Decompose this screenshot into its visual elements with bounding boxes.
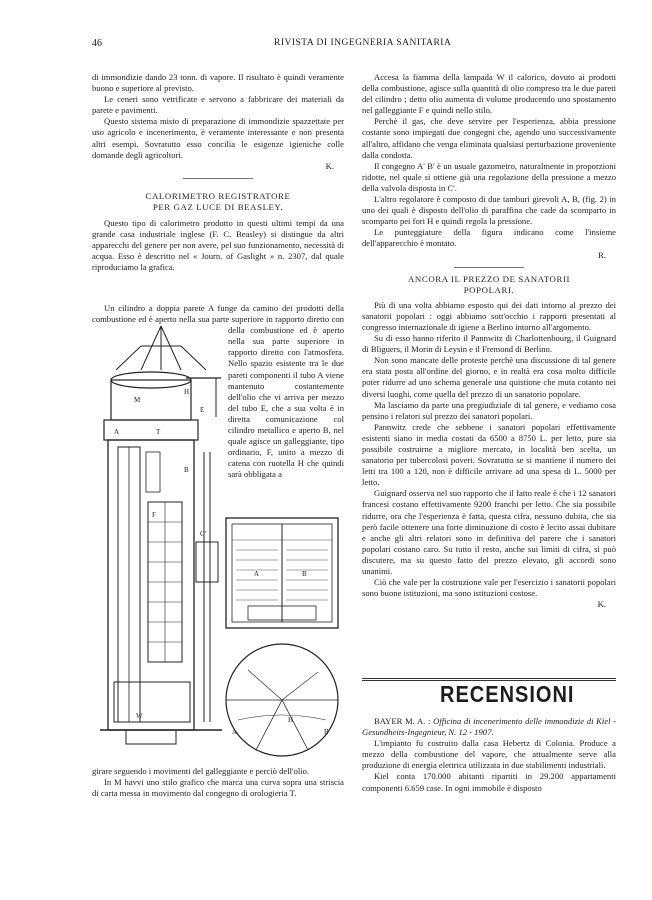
review-citation xyxy=(362,716,616,738)
figure-label: B xyxy=(184,466,189,474)
figure-label: H xyxy=(288,716,294,724)
figure-label: B xyxy=(324,728,329,736)
paragraph: Questo sistema misto di preparazione di immondizie spazzettate per uso agricolo e incenerimento, è veramente interessante e non presenta altri esempi. Sovratutto esso concilia le esigenze igieniche colle domande degli agricoltori. xyxy=(92,116,344,160)
figure-label: T xyxy=(156,428,161,436)
paragraph: Il congegno A' B' è un usuale gazometro, naturalmente in proporzioni ridotte, nel quale si ottiene già una regolazione della pressione a mezzo della valvola disposta in C'. xyxy=(362,160,616,193)
figure-label: A xyxy=(232,728,238,736)
figure-label: F xyxy=(152,511,156,519)
review-author: BAYER M. A. : xyxy=(374,716,431,726)
divider xyxy=(183,178,253,179)
paragraph: Più di una volta abbiamo esposto qui dei dati intorno al prezzo dei sanatorii popolari : oggi abbiamo sott'occhio i rapporti presentati al congresso internazionale di igiene a Berlino intorno all'argomento. xyxy=(362,299,616,332)
paragraph: Ma lasciamo da parte una pregiudiziale di tal genere, e vediamo cosa pensino i relatori sul prezzo dei sanatori popolari. xyxy=(362,399,616,421)
paragraph: L'impianto fu costruito dalla casa Hebertz di Colonia. Produce a mezzo della combustione del vapore, che attualmente serve alla produzione di energia elettrica utilizzata in due stabilimenti industriali. xyxy=(362,738,616,771)
paragraph: Questo tipo di calorimetro prodotto in questi ultimi tempi da una grande casa industriale inglese (F. C. Beasley) si distingue da altri apparecchi del genere per non avere, pel suo funzionamento, necessità di acqua. Esso è descritto nel « Journ. of Gaslight » n. 2307, dal quale riproduciamo la grafica. xyxy=(92,218,344,273)
section-heading: RECENSIONI xyxy=(440,682,575,708)
article-title-line: POPOLARI. xyxy=(463,284,515,295)
figure-label: C' xyxy=(200,530,206,538)
page-number: 46 xyxy=(92,38,102,49)
right-column-review xyxy=(362,716,616,794)
right-column-top xyxy=(362,72,616,610)
signature: R. xyxy=(598,249,606,260)
left-column-top xyxy=(92,72,344,274)
figure-label: E xyxy=(200,406,205,414)
regulator-figure xyxy=(218,510,346,760)
paragraph: L'altro regolatore è composto di due tamburi girevoli A, B, (fig. 2) in uno dei quali è disposto dell'olio di paraffina che cade da scomparto in scomparto pei fori H e quindi regola la pressione. xyxy=(362,194,616,227)
section-rule xyxy=(362,678,616,681)
figure-label: M xyxy=(134,396,141,404)
signature: K. xyxy=(597,599,606,610)
paragraph: In M havvi uno stilo grafico che marca una curva sopra una striscia di carta messa in movimento dal congegno di orologieria T. xyxy=(92,777,344,799)
article-title-line: CALORIMETRO REGISTRATORE xyxy=(145,190,291,201)
figure-label: W xyxy=(136,712,143,720)
paragraph: Le punteggiature della figura indicano come l'insieme dell'apparecchio è montato. xyxy=(362,227,616,249)
divider xyxy=(454,267,524,268)
paragraph: Accesa la fiamma della lampada W il calorico, dovuto ai prodotti della combustione, agisce sulla quantità di olio compreso tra le due pareti del cilindro ; detto olio aumenta di volume producendo uno spostamento nel galleggiante F e quindi nello stilo. xyxy=(362,72,616,116)
paragraph-wrap: della combustione ed è aperto nella sua parte superiore in rapporto diretto con l'atmosfera. Nello spazio esistente tra le due pareti componenti il tubo A viene mantenuto costantemente dell'olio che vi arriva per mezzo del tubo E, che a sua volta è in diretta comunicazione col cilindro metallico e aperto B, nel quale agisce un galleggiante, tipo ordinario, F, unito a mezzo di catena con ruotella H che quindi sarà obbligata a xyxy=(228,325,344,480)
figure-label: H xyxy=(184,388,190,396)
journal-title: RIVISTA DI INGEGNERIA SANITARIA xyxy=(274,38,452,48)
paragraph: Pannwitz crede che sebbene i sanatori popolari effettivamente esistenti siano in media costati da 6500 a 8750 L. per letto, pure sia possibile costruirne a migliore mercato, in località ben scelta, un sanatorio per tubercolosi poveri. Sovratutto se si mantiene il numero dei letti tra 100 a 120, non è difficile arrivare ad una spesa di L. 5000 per letto. xyxy=(362,421,616,488)
article-title-line: PER GAZ LUCE DI BEASLEY. xyxy=(152,201,284,212)
paragraph: Ciò che vale per la costruzione vale per l'esercizio i sanatorii popolari sono buone istituzioni, ma sono istituzioni costose. xyxy=(362,577,616,599)
paragraph: Kiel conta 170.000 abitanti ripartiti in 29.200 appartamenti componenti 6.659 case. In ogni immobile è disposto xyxy=(362,771,616,793)
review-title: Officina di incenerimento delle immondizie di Kiel - Gesundheits-Ingegnieur, N. 12 - 1907. xyxy=(362,716,616,738)
paragraph: Su di esso hanno riferito il Pannwitz di Charlottenbourg, il Guignard di Bliguers, il Morin di Leysin e il Fremond di Berlino. xyxy=(362,333,616,355)
figure-label: B xyxy=(302,570,307,578)
figure-label: A xyxy=(114,428,120,436)
article-title-line: ANCORA IL PREZZO DE SANATORII xyxy=(407,273,571,284)
paragraph: Perchè il gas, che deve servire per l'esperienza, abbia pressione costante sono impiegati due congegni che, agendo uno successivamente all'altro, affidano che venga eliminata qualsiasi perturbazione proveniente dalla condotta. xyxy=(362,116,616,160)
left-column-bottom xyxy=(92,766,344,799)
paragraph: Le ceneri sono vetrificate e servono a fabbricare dei materiali da parete e pavimenti. xyxy=(92,94,344,116)
paragraph: di immondizie dando 23 tonn. di vapore. Il risultato è quindi veramente buono e superiore al previsto. xyxy=(92,72,344,94)
paragraph: Guignard osserva nel suo rapporto che il fatto reale è che i 12 sanatori francesi costano effettivamente 9200 franchi per letto. Che sia possibile ridurre, ora che l'esperienza è fatta, questa cifra, nessuno dubita, che sia però facile ottenere una forte diminuzione di costo è lecito assai dubitare e anche gli altri relatori sono in definitiva del parere che i sanatori popolari costano caro. Su tutto il resto, anche sui limiti di cifra, si può discutere, ma su questo fatto del prezzo elevato, gli accordi sono unanimi. xyxy=(362,488,616,577)
figure-label: A xyxy=(254,570,260,578)
signature: K. xyxy=(325,160,334,171)
paragraph: Non sono mancate delle proteste perchè una discussione di tal genere era stata posta all'ordine del giorno, e in realtà era cosa molto difficile poter ridurre ad uno schema generale una quistione che muta cotanto nei diversi luoghi, come quella del prezzo di un sanatorio popolare. xyxy=(362,355,616,399)
paragraph: girare seguendo i movimenti del galleggiante e perciò dell'olio. xyxy=(92,766,310,776)
paragraph-lead: Un cilindro a doppia parete A funge da camino dei prodotti della combustione ed è aperto nella sua parte superiore in rapporto diretto con xyxy=(92,303,344,325)
calorimeter-figure xyxy=(96,322,226,752)
